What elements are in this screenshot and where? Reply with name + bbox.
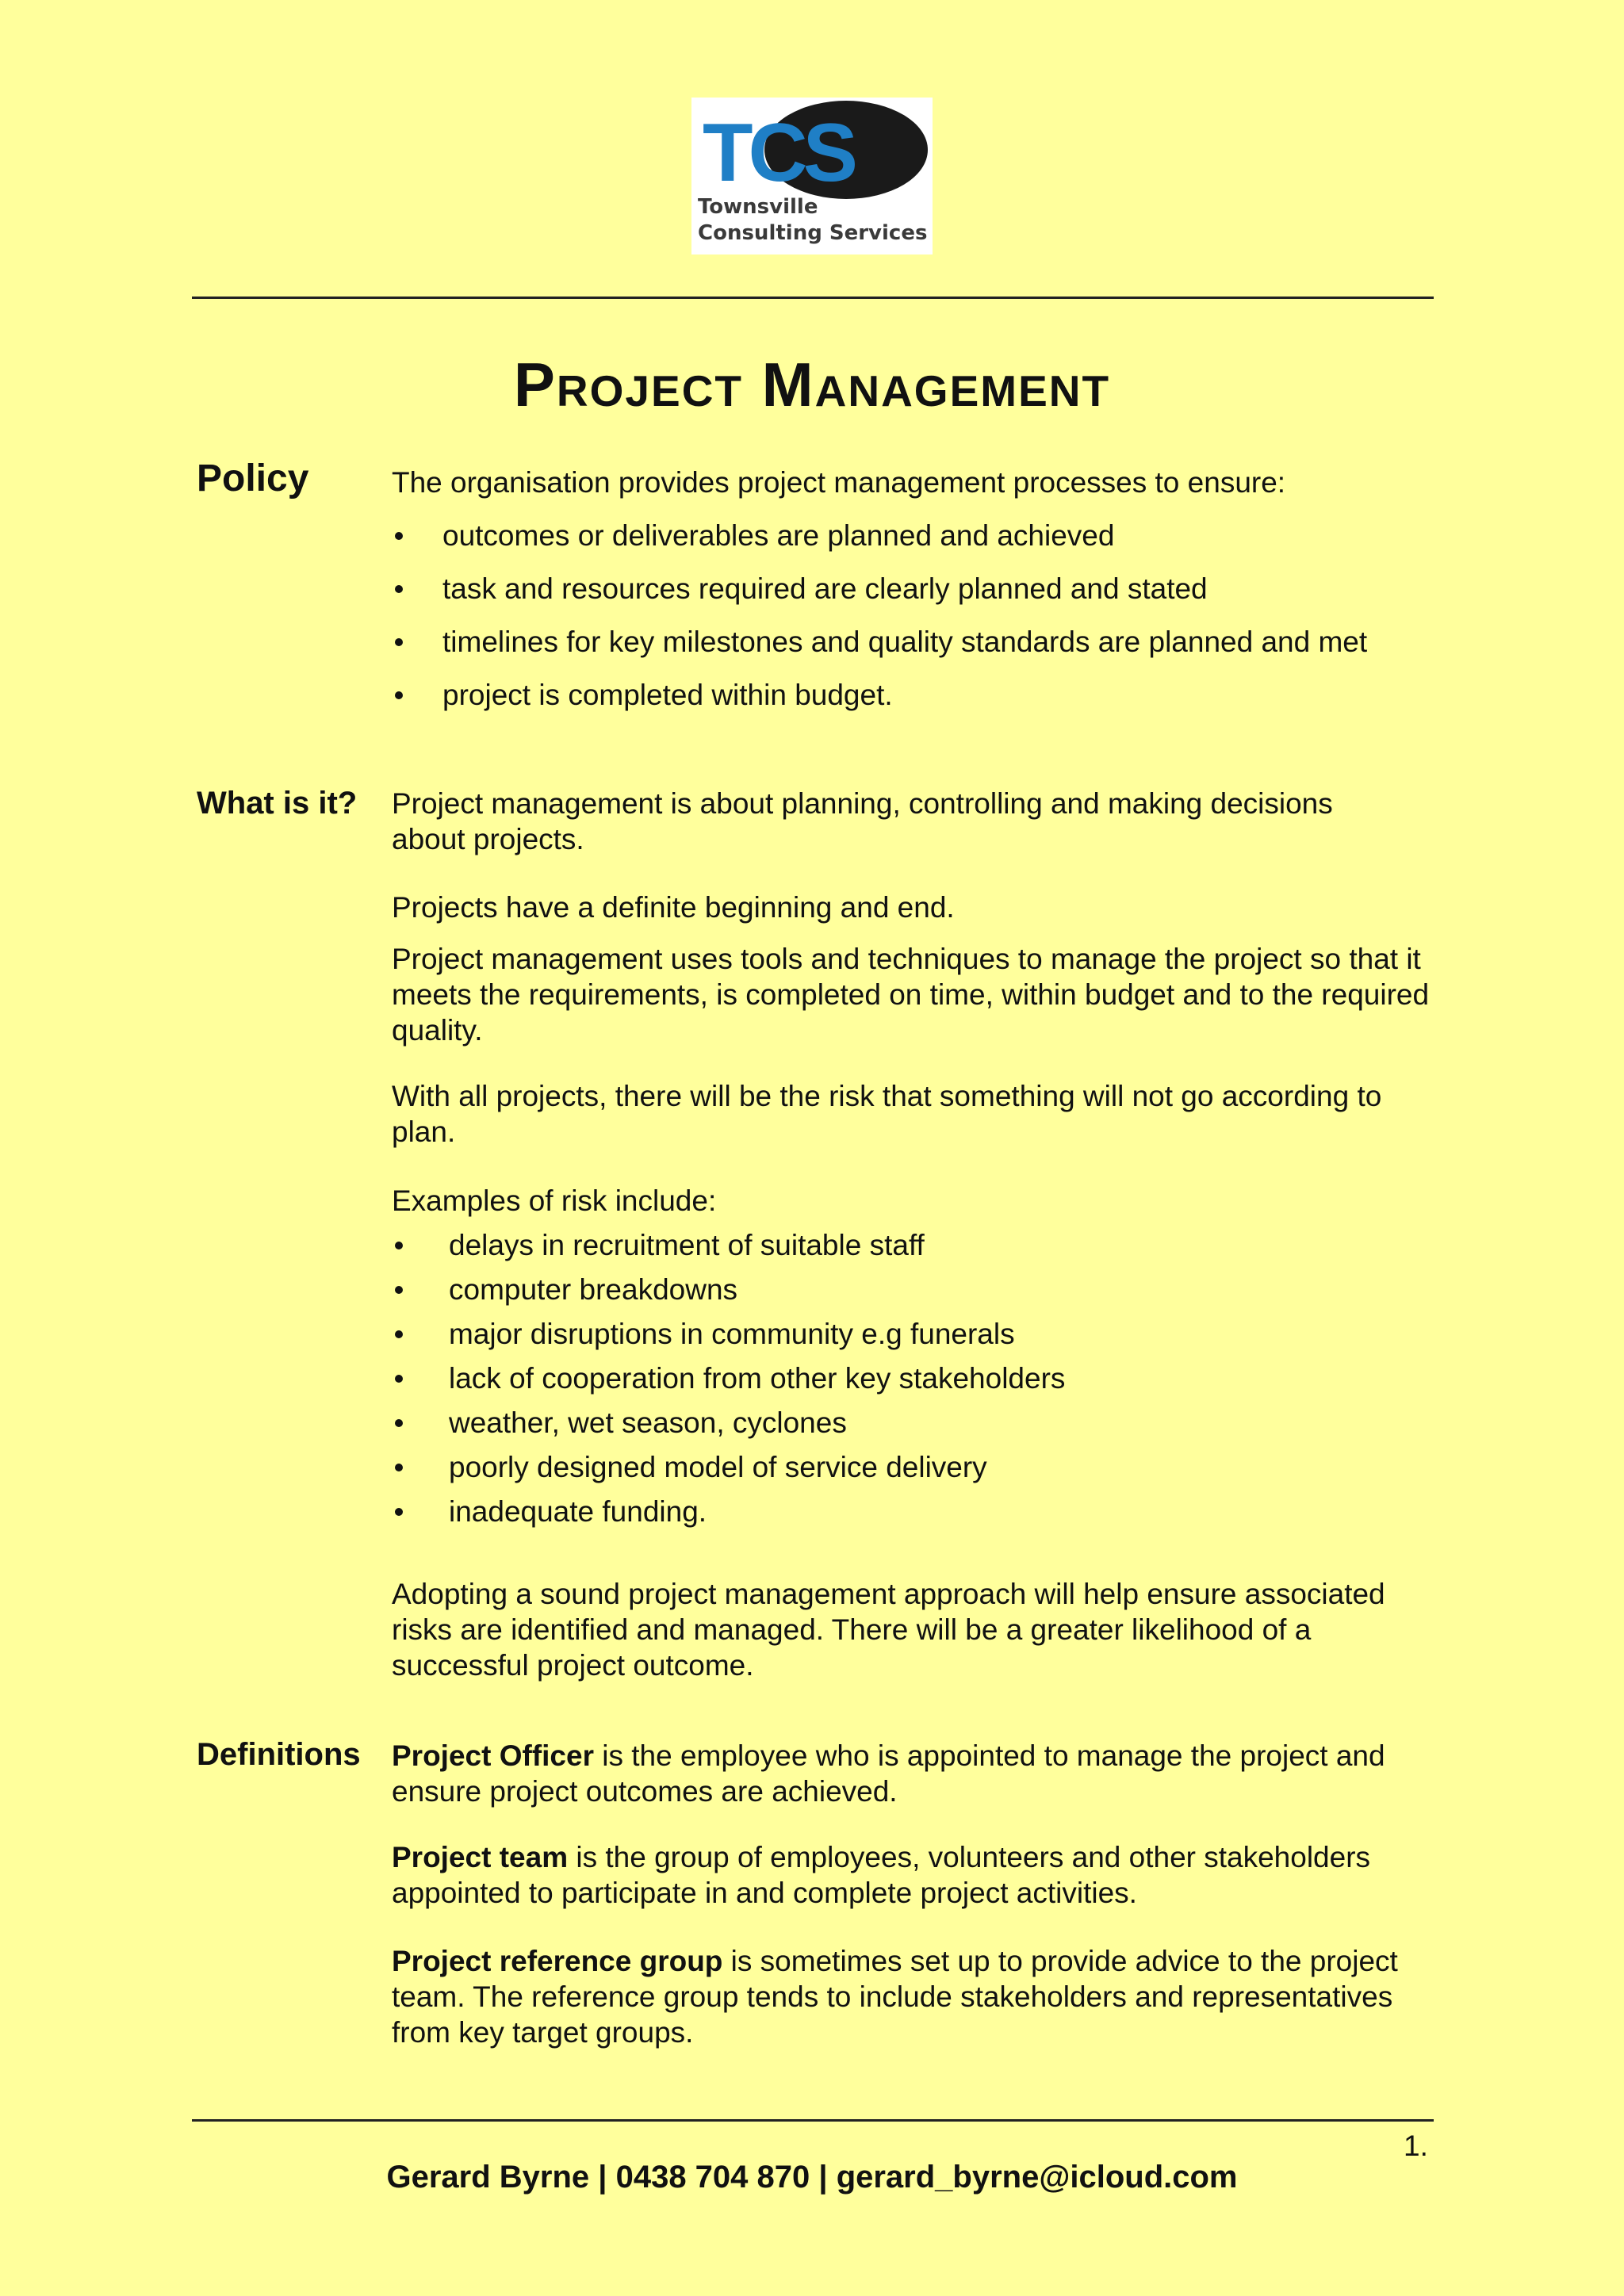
definition-term: Project team [392,1841,569,1873]
what-para-4: With all projects, there will be the risk that something will not go according to plan. [392,1080,1382,1148]
definition-term: Project Officer [392,1739,594,1772]
definition-item [392,1738,1423,1809]
footer-contact: Gerard Byrne | 0438 704 870 | gerard_byrne@icloud.com [386,2160,1238,2195]
page-number: 1. [1404,2130,1428,2162]
what-para-1: Project management is about planning, controlling and making decisions about projects. [392,787,1333,855]
risk-intro: Examples of risk include: [392,1184,717,1217]
policy-intro: The organisation provides project management processes to ensure: [392,466,1286,499]
what-label: What is it? [197,786,358,821]
what-para-3: Project management uses tools and techniques to manage the project so that it meets the requirements, is completed on time, within budget and to the required quality. [392,943,1430,1047]
what-para-2: Projects have a definite beginning and end. [392,891,955,924]
definition-term: Project reference group [392,1945,723,1977]
logo-letters: TCS [703,107,853,199]
definition-text: is the group of employees, volunteers and other stakeholders appointed to participate in and complete project activities. [392,1841,1371,1909]
company-logo [691,98,933,254]
logo-tagline [698,194,927,247]
definition-item [392,1839,1423,1911]
definitions-label: Definitions [197,1737,361,1772]
definition-item [392,1943,1438,2050]
page-title: Project Management [513,350,1111,419]
top-divider [192,297,1434,299]
policy-label: Policy [197,457,309,499]
definition-text: is the employee who is appointed to manage the project and ensure project outcomes are achieved. [392,1739,1385,1808]
logo-line-1: Townsville [698,195,818,219]
what-para-5: Adopting a sound project management approach will help ensure associated risks are identified and managed. There will be a greater likelihood of a successful project outcome. [392,1578,1385,1682]
bottom-divider [192,2119,1434,2122]
definition-text: is sometimes set up to provide advice to the project team. The reference group tends to include stakeholders and representatives from key target groups. [392,1945,1398,2049]
logo-line-2: Consulting Services [698,221,928,245]
